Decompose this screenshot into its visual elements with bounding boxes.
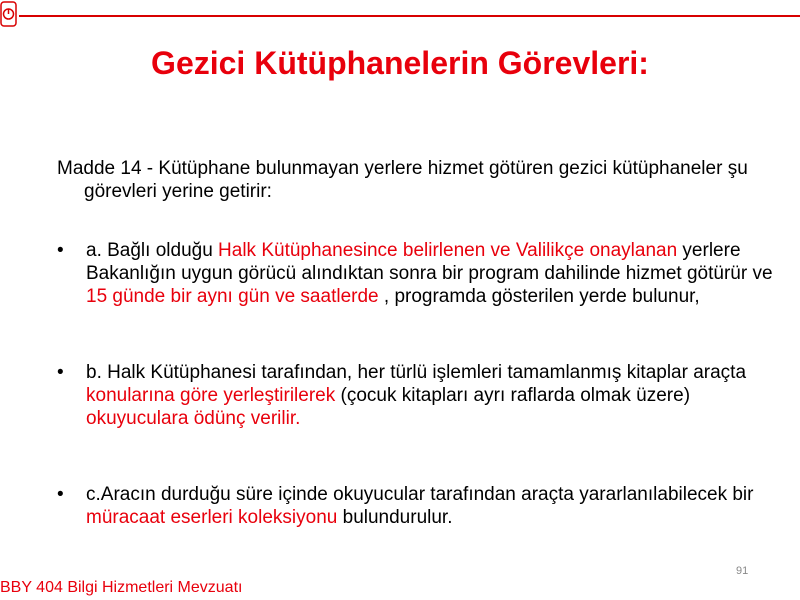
bullet-dot-icon: • [57, 484, 64, 505]
bullet-dot-icon: • [57, 240, 64, 261]
item-text: bulundurulur. [337, 507, 453, 528]
slide-body [57, 157, 777, 529]
slide-title: Gezici Kütüphanelerin Görevleri: [151, 45, 649, 81]
item-text: yerlere Bakanlığın uygun görücü alındıktan sonra bir program dahilinde hizmet götürür ve [86, 240, 773, 284]
item-text: , programda gösterilen yerde bulunur, [378, 286, 700, 307]
highlighted-text: okuyuculara ödünç verilir. [86, 408, 301, 429]
intro-paragraph: Madde 14 - Kütüphane bulunmayan yerlere hizmet götüren gezici kütüphaneler şu görevleri yerine getirir: [57, 158, 748, 202]
item-text: (çocuk kitapları ayrı raflarda olmak üzere) [335, 385, 691, 406]
item-text: b. Halk Kütüphanesi tarafından, her türlü işlemleri tamamlanmış kitaplar araçta [86, 362, 747, 383]
highlighted-text: konularına göre yerleştirilerek [86, 385, 336, 406]
university-logo-icon [0, 1, 17, 27]
bullet-dot-icon: • [57, 362, 64, 383]
list-item-a [57, 239, 777, 308]
item-text: a. Bağlı olduğu [86, 240, 219, 261]
header-divider [19, 15, 800, 17]
list-item-b [57, 361, 777, 430]
highlighted-text: 15 günde bir aynı gün ve saatlerde [86, 286, 379, 307]
highlighted-text: Halk Kütüphanesince belirlenen ve Valilikçe onaylanan [218, 240, 678, 261]
highlighted-text: müracaat eserleri koleksiyonu [86, 507, 338, 528]
course-footer: BBY 404 Bilgi Hizmetleri Mevzuatı [0, 579, 243, 596]
list-item-c [57, 483, 777, 529]
item-text: c.Aracın durduğu süre içinde okuyucular tarafından araçta yararlanılabilecek bir [86, 484, 754, 505]
page-number: 91 [736, 565, 749, 577]
